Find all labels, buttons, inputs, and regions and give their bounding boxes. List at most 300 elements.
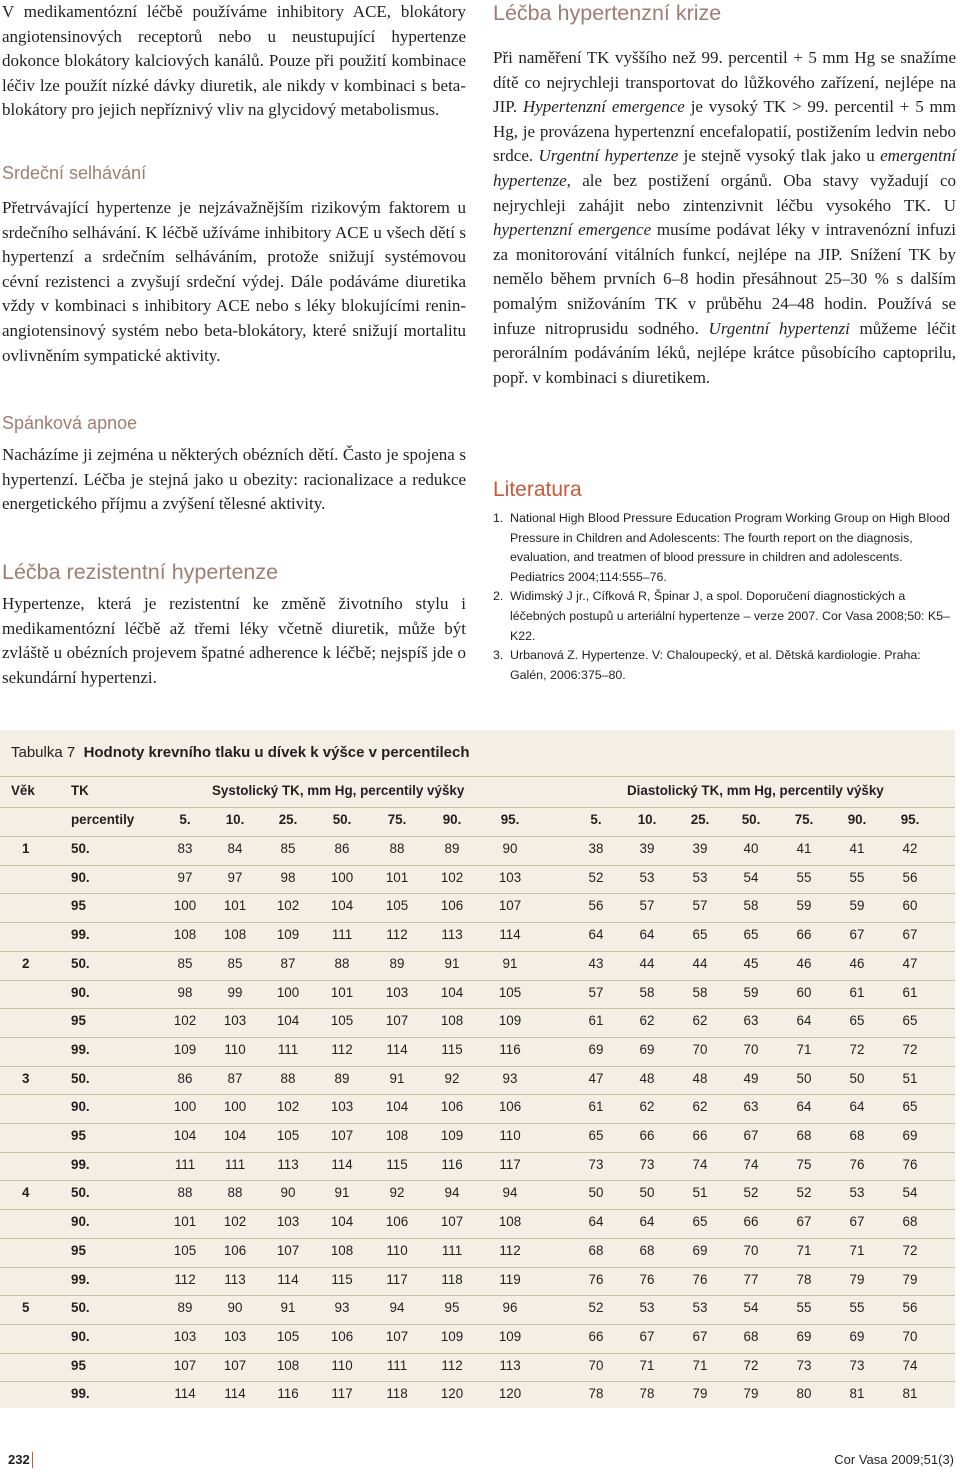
- systolic-value-cell: 117: [386, 1271, 408, 1287]
- diastolic-value-cell: 59: [796, 898, 812, 914]
- table-row-rule: [0, 980, 955, 981]
- diastolic-value-cell: 53: [639, 1300, 655, 1316]
- systolic-value-cell: 110: [499, 1128, 521, 1143]
- age-cell: 2: [22, 955, 30, 971]
- table-row-rule: [0, 1295, 955, 1296]
- bp-percentile-cell: 50.: [71, 1070, 90, 1086]
- systolic-value-cell: 91: [334, 1185, 350, 1201]
- table-row-rule: [0, 922, 955, 923]
- diastolic-value-cell: 62: [639, 1099, 655, 1115]
- diastolic-value-cell: 47: [588, 1070, 604, 1086]
- diastolic-value-cell: 68: [902, 1214, 918, 1230]
- bp-percentile-cell: 90.: [71, 1214, 90, 1230]
- diastolic-value-cell: 71: [796, 1041, 812, 1057]
- systolic-value-cell: 86: [334, 841, 350, 856]
- diastolic-value-cell: 81: [849, 1386, 865, 1402]
- systolic-value-cell: 118: [441, 1271, 463, 1287]
- diastolic-value-cell: 80: [796, 1386, 812, 1402]
- journal-citation: Cor Vasa 2009;51(3): [834, 1452, 954, 1467]
- reference-item: [493, 509, 956, 587]
- systolic-value-cell: 108: [223, 927, 247, 943]
- systolic-value-cell: 110: [224, 1041, 246, 1057]
- systolic-value-cell: 90: [227, 1300, 243, 1316]
- systolic-value-cell: 89: [389, 955, 405, 971]
- systolic-value-cell: 114: [174, 1386, 196, 1402]
- systolic-value-cell: 90: [280, 1185, 296, 1201]
- diastolic-value-cell: 44: [692, 955, 708, 971]
- diastolic-value-cell: 69: [692, 1242, 708, 1258]
- diastolic-value-cell: 57: [588, 984, 604, 1000]
- reference-number: 3.: [493, 648, 504, 663]
- diastolic-value-cell: 66: [639, 1128, 655, 1143]
- reference-item: [493, 646, 956, 685]
- paragraph-hypertenzni-krize: Při naměření TK vyššího než 99. percentil + 5 mm Hg se snažíme dítě co nejrychleji transportovat do lůžkového zařízení, nejlépe na JIP. Hypertenzní emergence je vysoký TK > 99. percentil + 5 mm Hg, je provázena hypertenzní encefalopatií, postižením ledvin nebo srdce. Urgentní hypertenze je stejně vysoký tlak jako u emergentní hypertenze, ale bez postižení orgánů. Oba stavy vyžadují co nejrychleji zahájit nebo zintenzivnit léčbu vysokého TK. U hypertenzní emergence musíme podávat léky v intravenózní infuzi za monitorování vitálních funkcí, nejlépe na JIP. Snížení TK by nemělo během prvních 6–8 hodin přesáhnout 25–30 % s dalším pomalým snižováním TK v průběhu 24–48 hodin. Používá se infuze nitroprusidu sodného. Urgentní hypertenzi můžeme léčit perorálním podáváním léků, nejlépe krátce působícího captoprilu, popř. v kombinaci s diuretikem.: [493, 48, 956, 387]
- diastolic-value-cell: 64: [639, 1214, 655, 1230]
- diastolic-value-cell: 75: [796, 1156, 812, 1172]
- systolic-value-cell: 101: [173, 1214, 197, 1230]
- diastolic-value-cell: 39: [692, 841, 708, 856]
- systolic-value-cell: 101: [223, 898, 247, 914]
- sys-pct-header: 5.: [179, 812, 191, 827]
- systolic-value-cell: 114: [386, 1041, 408, 1057]
- diastolic-value-cell: 81: [902, 1386, 918, 1402]
- diastolic-value-cell: 72: [849, 1041, 865, 1057]
- systolic-value-cell: 104: [385, 1099, 409, 1115]
- diastolic-value-cell: 64: [588, 927, 604, 943]
- table-row-rule: [0, 1267, 955, 1268]
- systolic-value-cell: 104: [173, 1128, 197, 1143]
- bp-percentile-cell: 50.: [71, 1185, 90, 1201]
- systolic-value-cell: 102: [440, 869, 464, 885]
- diastolic-value-cell: 53: [849, 1185, 865, 1201]
- heading-hypertenzni-krize: Léčba hypertenzní krize: [493, 1, 722, 25]
- systolic-value-cell: 94: [389, 1300, 405, 1316]
- diastolic-value-cell: 67: [639, 1328, 655, 1344]
- diastolic-value-cell: 79: [849, 1271, 865, 1287]
- diastolic-value-cell: 41: [849, 841, 865, 856]
- diastolic-value-cell: 65: [743, 927, 759, 943]
- bp-percentile-cell: 50.: [71, 1300, 90, 1316]
- systolic-value-cell: 85: [177, 955, 193, 971]
- systolic-value-cell: 103: [498, 869, 522, 885]
- systolic-value-cell: 110: [331, 1357, 353, 1373]
- systolic-value-cell: 112: [174, 1271, 196, 1287]
- systolic-value-cell: 113: [441, 927, 463, 943]
- age-cell: 5: [22, 1300, 30, 1316]
- systolic-value-cell: 87: [227, 1070, 243, 1086]
- systolic-value-cell: 95: [444, 1300, 460, 1316]
- systolic-value-cell: 106: [385, 1214, 409, 1230]
- systolic-value-cell: 105: [276, 1128, 300, 1143]
- systolic-value-cell: 91: [389, 1070, 405, 1086]
- diastolic-value-cell: 58: [743, 898, 759, 914]
- systolic-value-cell: 114: [331, 1156, 353, 1172]
- diastolic-value-cell: 74: [743, 1156, 759, 1172]
- diastolic-value-cell: 45: [743, 955, 759, 971]
- systolic-value-cell: 109: [498, 1328, 522, 1344]
- systolic-value-cell: 92: [389, 1185, 405, 1201]
- systolic-value-cell: 111: [174, 1156, 196, 1172]
- bp-percentile-cell: 50.: [71, 955, 90, 971]
- diastolic-value-cell: 69: [849, 1328, 865, 1344]
- diastolic-value-cell: 64: [639, 927, 655, 943]
- diastolic-value-cell: 46: [796, 955, 812, 971]
- diastolic-value-cell: 55: [796, 1300, 812, 1316]
- systolic-value-cell: 108: [498, 1214, 522, 1230]
- systolic-value-cell: 110: [386, 1242, 408, 1258]
- diastolic-value-cell: 67: [902, 927, 918, 943]
- systolic-value-cell: 103: [223, 1013, 247, 1029]
- systolic-value-cell: 105: [173, 1242, 197, 1258]
- diastolic-value-cell: 51: [902, 1070, 918, 1086]
- paragraph-srdecni-selhavani: Přetrvávající hypertenze je nejzávažnějším rizikovým faktorem u srdečního selhávání. K léčbě užíváme inhibitory ACE u všech dětí s hypertenzí a srdečním selháváním, protože snižují systémovou cévní rezistenci a zvyšují srdeční výdej. Dále podáváme diuretika vždy v kombinaci s inhibitory ACE nebo s léky blokujícími renin-angiotensinový systém nebo beta-blokátory, které snižují mortalitu ovlivněním sympatické aktivity.: [2, 198, 466, 365]
- diastolic-value-cell: 76: [639, 1271, 655, 1287]
- systolic-value-cell: 108: [173, 927, 197, 943]
- diastolic-value-cell: 65: [902, 1013, 918, 1029]
- diastolic-value-cell: 60: [796, 984, 812, 1000]
- reference-item: [493, 587, 956, 646]
- bp-percentile-cell: 99.: [71, 1041, 90, 1057]
- diastolic-value-cell: 55: [796, 869, 812, 885]
- diastolic-value-cell: 71: [692, 1357, 708, 1373]
- systolic-value-cell: 105: [330, 1013, 354, 1029]
- table-row-rule: [0, 1180, 955, 1181]
- diastolic-value-cell: 64: [849, 1099, 865, 1115]
- systolic-value-cell: 109: [276, 927, 300, 943]
- systolic-value-cell: 116: [441, 1156, 463, 1172]
- systolic-value-cell: 103: [173, 1328, 197, 1344]
- systolic-value-cell: 112: [441, 1357, 463, 1373]
- systolic-value-cell: 90: [502, 841, 518, 856]
- diastolic-value-cell: 50: [849, 1070, 865, 1086]
- diastolic-value-cell: 44: [639, 955, 655, 971]
- diastolic-value-cell: 70: [588, 1357, 604, 1373]
- reference-list: [493, 509, 956, 685]
- systolic-value-cell: 87: [280, 955, 296, 971]
- diastolic-value-cell: 47: [902, 955, 918, 971]
- diastolic-value-cell: 41: [796, 841, 812, 856]
- page-number: 232: [8, 1452, 30, 1467]
- systolic-value-cell: 103: [330, 1099, 354, 1115]
- systolic-value-cell: 106: [440, 1099, 464, 1115]
- diastolic-value-cell: 54: [743, 869, 759, 885]
- diastolic-value-cell: 57: [639, 898, 655, 914]
- systolic-value-cell: 104: [330, 898, 354, 914]
- heading-srdecni-selhavani: Srdeční selhávání: [2, 163, 147, 183]
- systolic-value-cell: 105: [276, 1328, 300, 1344]
- diastolic-value-cell: 65: [588, 1128, 604, 1143]
- age-cell: 1: [22, 841, 30, 856]
- diastolic-value-cell: 46: [849, 955, 865, 971]
- diastolic-value-cell: 73: [849, 1357, 865, 1373]
- paragraph-spankova-apnoe: Nacházíme ji zejména u některých obézních dětí. Často je spojena s hypertenzí. Léčba je stejná jako u obezity: racionalizace a redukce energetického příjmu a zvýšení tělesné aktivity.: [2, 445, 466, 514]
- diastolic-value-cell: 68: [588, 1242, 604, 1258]
- bp-percentile-cell: 95: [71, 898, 86, 914]
- systolic-value-cell: 99: [227, 984, 243, 1000]
- systolic-value-cell: 104: [223, 1128, 247, 1143]
- table-row-rule: [0, 1066, 955, 1067]
- bp-percentile-cell: 99.: [71, 1386, 90, 1402]
- diastolic-value-cell: 68: [639, 1242, 655, 1258]
- diastolic-value-cell: 79: [743, 1386, 759, 1402]
- bp-percentile-cell: 90.: [71, 869, 90, 885]
- diastolic-value-cell: 39: [639, 841, 655, 856]
- systolic-value-cell: 106: [330, 1328, 354, 1344]
- systolic-value-cell: 104: [330, 1214, 354, 1230]
- table-row-rule: [0, 865, 955, 866]
- systolic-value-cell: 107: [330, 1128, 354, 1143]
- diastolic-value-cell: 62: [692, 1013, 708, 1029]
- table-row-rule: [0, 1094, 955, 1095]
- bp-percentile-cell: 50.: [71, 841, 90, 856]
- systolic-value-cell: 114: [224, 1386, 246, 1402]
- col-header-systolic: Systolický TK, mm Hg, percentily výšky: [212, 783, 465, 798]
- systolic-value-cell: 89: [177, 1300, 193, 1316]
- systolic-value-cell: 98: [280, 869, 296, 885]
- diastolic-value-cell: 71: [639, 1357, 655, 1373]
- diastolic-value-cell: 65: [902, 1099, 918, 1115]
- systolic-value-cell: 102: [223, 1214, 247, 1230]
- systolic-value-cell: 88: [280, 1070, 296, 1086]
- table-rule-top: [0, 776, 955, 777]
- diastolic-value-cell: 61: [902, 984, 918, 1000]
- diastolic-value-cell: 66: [588, 1328, 604, 1344]
- systolic-value-cell: 98: [177, 984, 193, 1000]
- systolic-value-cell: 118: [386, 1386, 408, 1402]
- diastolic-value-cell: 73: [796, 1357, 812, 1373]
- diastolic-value-cell: 70: [743, 1242, 759, 1258]
- diastolic-value-cell: 43: [588, 955, 604, 971]
- systolic-value-cell: 97: [177, 869, 193, 885]
- diastolic-value-cell: 60: [902, 898, 918, 914]
- diastolic-value-cell: 67: [849, 1214, 865, 1230]
- age-cell: 3: [22, 1070, 30, 1086]
- table-row-rule: [0, 893, 955, 894]
- diastolic-value-cell: 79: [902, 1271, 918, 1287]
- diastolic-value-cell: 79: [692, 1386, 708, 1402]
- diastolic-value-cell: 72: [743, 1357, 759, 1373]
- diastolic-value-cell: 58: [639, 984, 655, 1000]
- systolic-value-cell: 108: [330, 1242, 354, 1258]
- paragraph-medikamentozni: V medikamentózní léčbě používáme inhibitory ACE, blokátory angiotensinových receptorů nebo u neustupující hypertenze dokonce blokátory kalciových kanálů. Pouze při použití kombinace léčiv lze použít nízké dávky diuretik, ale nikdy v kombinaci s beta-blokátory pro jejich nepříznivý vliv na glycidový metabolismus.: [2, 2, 466, 120]
- diastolic-value-cell: 38: [588, 841, 604, 856]
- diastolic-value-cell: 74: [902, 1357, 918, 1373]
- table-row-rule: [0, 836, 955, 837]
- bp-percentile-cell: 95: [71, 1357, 86, 1373]
- systolic-value-cell: 120: [440, 1386, 464, 1402]
- diastolic-value-cell: 56: [588, 898, 604, 914]
- diastolic-value-cell: 66: [796, 927, 812, 943]
- reference-text: Urbanová Z. Hypertenze. V: Chaloupecký, et al. Dětská kardiologie. Praha: Galén, 2006:375–80.: [510, 648, 921, 682]
- diastolic-value-cell: 76: [588, 1271, 604, 1287]
- systolic-value-cell: 102: [276, 1099, 300, 1115]
- diastolic-value-cell: 70: [692, 1041, 708, 1057]
- systolic-value-cell: 102: [276, 898, 300, 914]
- systolic-value-cell: 108: [440, 1013, 464, 1029]
- systolic-value-cell: 93: [502, 1070, 518, 1086]
- diastolic-value-cell: 48: [692, 1070, 708, 1086]
- diastolic-value-cell: 71: [849, 1242, 865, 1258]
- systolic-value-cell: 106: [498, 1099, 522, 1115]
- diastolic-value-cell: 48: [639, 1070, 655, 1086]
- diastolic-value-cell: 65: [692, 927, 708, 943]
- systolic-value-cell: 111: [441, 1242, 463, 1258]
- systolic-value-cell: 107: [440, 1214, 464, 1230]
- table-panel: [0, 730, 955, 1408]
- systolic-value-cell: 105: [498, 984, 522, 1000]
- diastolic-value-cell: 59: [849, 898, 865, 914]
- systolic-value-cell: 91: [444, 955, 460, 971]
- systolic-value-cell: 109: [440, 1328, 464, 1344]
- systolic-value-cell: 84: [227, 841, 243, 856]
- diastolic-value-cell: 55: [849, 1300, 865, 1316]
- diastolic-value-cell: 61: [849, 984, 865, 1000]
- table-row-rule: [0, 951, 955, 952]
- diastolic-value-cell: 49: [743, 1070, 759, 1086]
- diastolic-value-cell: 68: [849, 1128, 865, 1143]
- diastolic-value-cell: 50: [639, 1185, 655, 1201]
- diastolic-value-cell: 50: [588, 1185, 604, 1201]
- bp-percentile-cell: 95: [71, 1242, 86, 1258]
- diastolic-value-cell: 53: [692, 869, 708, 885]
- bp-percentile-cell: 95: [71, 1128, 86, 1143]
- heading-literatura: Literatura: [493, 478, 582, 501]
- systolic-value-cell: 91: [280, 1300, 296, 1316]
- diastolic-value-cell: 74: [692, 1156, 708, 1172]
- diastolic-value-cell: 65: [849, 1013, 865, 1029]
- diastolic-value-cell: 53: [692, 1300, 708, 1316]
- systolic-value-cell: 85: [280, 841, 296, 856]
- reference-number: 2.: [493, 589, 504, 604]
- sys-pct-header: 25.: [278, 812, 298, 827]
- diastolic-value-cell: 71: [796, 1242, 812, 1258]
- systolic-value-cell: 88: [389, 841, 405, 856]
- diastolic-value-cell: 73: [639, 1156, 655, 1172]
- diastolic-value-cell: 62: [692, 1099, 708, 1115]
- systolic-value-cell: 119: [499, 1271, 521, 1287]
- diastolic-value-cell: 61: [588, 1099, 604, 1115]
- systolic-value-cell: 117: [331, 1386, 353, 1402]
- diastolic-value-cell: 52: [796, 1185, 812, 1201]
- table-row-rule: [0, 1324, 955, 1325]
- systolic-value-cell: 115: [386, 1156, 408, 1172]
- diastolic-value-cell: 64: [796, 1013, 812, 1029]
- systolic-value-cell: 107: [498, 898, 522, 914]
- col-header-age: Věk: [11, 783, 35, 798]
- systolic-value-cell: 109: [440, 1128, 464, 1143]
- sys-pct-header: 95.: [500, 812, 520, 827]
- reference-text: Widimský J jr., Cífková R, Špinar J, a spol. Doporučení diagnostických a léčebných postupů u arteriální hypertenze – verze 2007. Cor Vasa 2008;50: K5–K22.: [510, 589, 950, 643]
- systolic-value-cell: 104: [440, 984, 464, 1000]
- sys-pct-header: 75.: [387, 812, 407, 827]
- table-caption: [11, 744, 470, 761]
- diastolic-value-cell: 52: [743, 1185, 759, 1201]
- diastolic-value-cell: 40: [743, 841, 759, 856]
- systolic-value-cell: 107: [173, 1357, 197, 1373]
- diastolic-value-cell: 64: [796, 1099, 812, 1115]
- diastolic-value-cell: 58: [692, 984, 708, 1000]
- systolic-value-cell: 96: [502, 1300, 518, 1316]
- systolic-value-cell: 88: [177, 1185, 193, 1201]
- systolic-value-cell: 106: [440, 898, 464, 914]
- systolic-value-cell: 97: [227, 869, 243, 885]
- table-row-rule: [0, 1381, 955, 1382]
- age-cell: 4: [22, 1185, 30, 1201]
- diastolic-value-cell: 65: [692, 1214, 708, 1230]
- dia-pct-header: 25.: [690, 812, 710, 827]
- systolic-value-cell: 100: [223, 1099, 247, 1115]
- systolic-value-cell: 101: [385, 869, 409, 885]
- systolic-value-cell: 103: [385, 984, 409, 1000]
- systolic-value-cell: 89: [334, 1070, 350, 1086]
- table-row-rule: [0, 1353, 955, 1354]
- systolic-value-cell: 113: [277, 1156, 299, 1172]
- systolic-value-cell: 88: [227, 1185, 243, 1201]
- systolic-value-cell: 91: [502, 955, 518, 971]
- systolic-value-cell: 92: [444, 1070, 460, 1086]
- diastolic-value-cell: 56: [902, 869, 918, 885]
- diastolic-value-cell: 64: [588, 1214, 604, 1230]
- dia-pct-header: 90.: [847, 812, 867, 827]
- systolic-value-cell: 111: [386, 1357, 408, 1373]
- diastolic-value-cell: 66: [692, 1128, 708, 1143]
- table-row-rule: [0, 1123, 955, 1124]
- bp-percentile-cell: 90.: [71, 1099, 90, 1115]
- diastolic-value-cell: 50: [796, 1070, 812, 1086]
- diastolic-value-cell: 63: [743, 1013, 759, 1029]
- diastolic-value-cell: 78: [639, 1386, 655, 1402]
- diastolic-value-cell: 70: [743, 1041, 759, 1057]
- col-header-diastolic: Diastolický TK, mm Hg, percentily výšky: [627, 783, 884, 798]
- page-number-divider: [32, 1452, 33, 1468]
- diastolic-value-cell: 42: [902, 841, 918, 856]
- systolic-value-cell: 112: [331, 1041, 353, 1057]
- systolic-value-cell: 120: [498, 1386, 522, 1402]
- systolic-value-cell: 100: [173, 898, 197, 914]
- systolic-value-cell: 100: [330, 869, 354, 885]
- diastolic-value-cell: 76: [692, 1271, 708, 1287]
- bp-percentile-cell: 95: [71, 1013, 86, 1029]
- systolic-value-cell: 103: [223, 1328, 247, 1344]
- systolic-value-cell: 117: [499, 1156, 521, 1172]
- diastolic-value-cell: 67: [692, 1328, 708, 1344]
- diastolic-value-cell: 69: [639, 1041, 655, 1057]
- systolic-value-cell: 112: [499, 1242, 521, 1258]
- heading-spankova-apnoe: Spánková apnoe: [2, 413, 138, 433]
- diastolic-value-cell: 70: [902, 1328, 918, 1344]
- sys-pct-header: 90.: [442, 812, 462, 827]
- systolic-value-cell: 116: [277, 1386, 299, 1402]
- diastolic-value-cell: 69: [588, 1041, 604, 1057]
- systolic-value-cell: 111: [224, 1156, 246, 1172]
- diastolic-value-cell: 76: [902, 1156, 918, 1172]
- systolic-value-cell: 104: [276, 1013, 300, 1029]
- systolic-value-cell: 93: [334, 1300, 350, 1316]
- bp-percentile-cell: 99.: [71, 1156, 90, 1172]
- diastolic-value-cell: 68: [796, 1128, 812, 1143]
- systolic-value-cell: 102: [173, 1013, 197, 1029]
- diastolic-value-cell: 68: [743, 1328, 759, 1344]
- systolic-value-cell: 115: [441, 1041, 463, 1057]
- dia-pct-header: 75.: [794, 812, 814, 827]
- systolic-value-cell: 88: [334, 955, 350, 971]
- systolic-value-cell: 113: [224, 1271, 246, 1287]
- sys-pct-header: 10.: [225, 812, 245, 827]
- diastolic-value-cell: 51: [692, 1185, 708, 1201]
- bp-percentile-cell: 90.: [71, 1328, 90, 1344]
- systolic-value-cell: 115: [331, 1271, 353, 1287]
- diastolic-value-cell: 55: [849, 869, 865, 885]
